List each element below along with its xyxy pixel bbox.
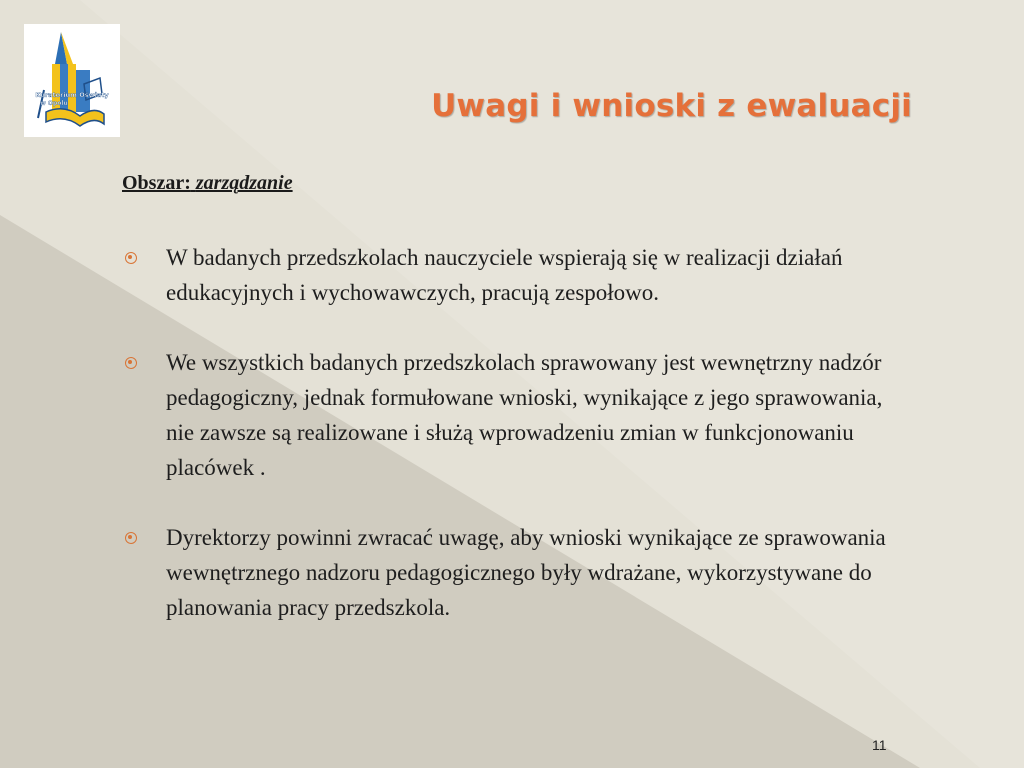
bullet-item xyxy=(122,240,912,310)
logo-text-line2: w Opolu xyxy=(40,100,68,107)
kuratorium-logo-icon xyxy=(24,24,120,137)
circle-bullet-icon xyxy=(125,252,137,264)
bullet-item xyxy=(122,520,912,625)
bullet-list xyxy=(122,240,912,625)
slide-title: Uwagi i wnioski z ewaluacji xyxy=(431,88,912,124)
bullet-item xyxy=(122,345,912,485)
bullet-text: Dyrektorzy powinni zwracać uwagę, aby wnioski wynikające ze sprawowania wewnętrznego nadzoru pedagogicznego były wdrażane, wykorzystywane do planowania pracy przedszkola. xyxy=(166,525,886,620)
circle-bullet-icon xyxy=(125,357,137,369)
bullet-text: We wszystkich badanych przedszkolach sprawowany jest wewnętrzny nadzór pedagogiczny, jednak formułowane wnioski, wynikające z jego sprawowania, nie zawsze są realizowane i służą wprowadzeniu zmian w funkcjonowaniu placówek . xyxy=(166,350,883,480)
area-label: Obszar: xyxy=(122,172,191,194)
area-heading xyxy=(122,172,293,195)
page-number: 11 xyxy=(872,737,887,753)
circle-bullet-icon xyxy=(125,532,137,544)
bullet-text: W badanych przedszkolach nauczyciele wspierają się w realizacji działań edukacyjnych i wychowawczych, pracują zespołowo. xyxy=(166,245,843,305)
area-value: zarządzanie xyxy=(195,172,293,194)
logo-text-line1: Kuratorium Oświaty xyxy=(35,91,109,99)
